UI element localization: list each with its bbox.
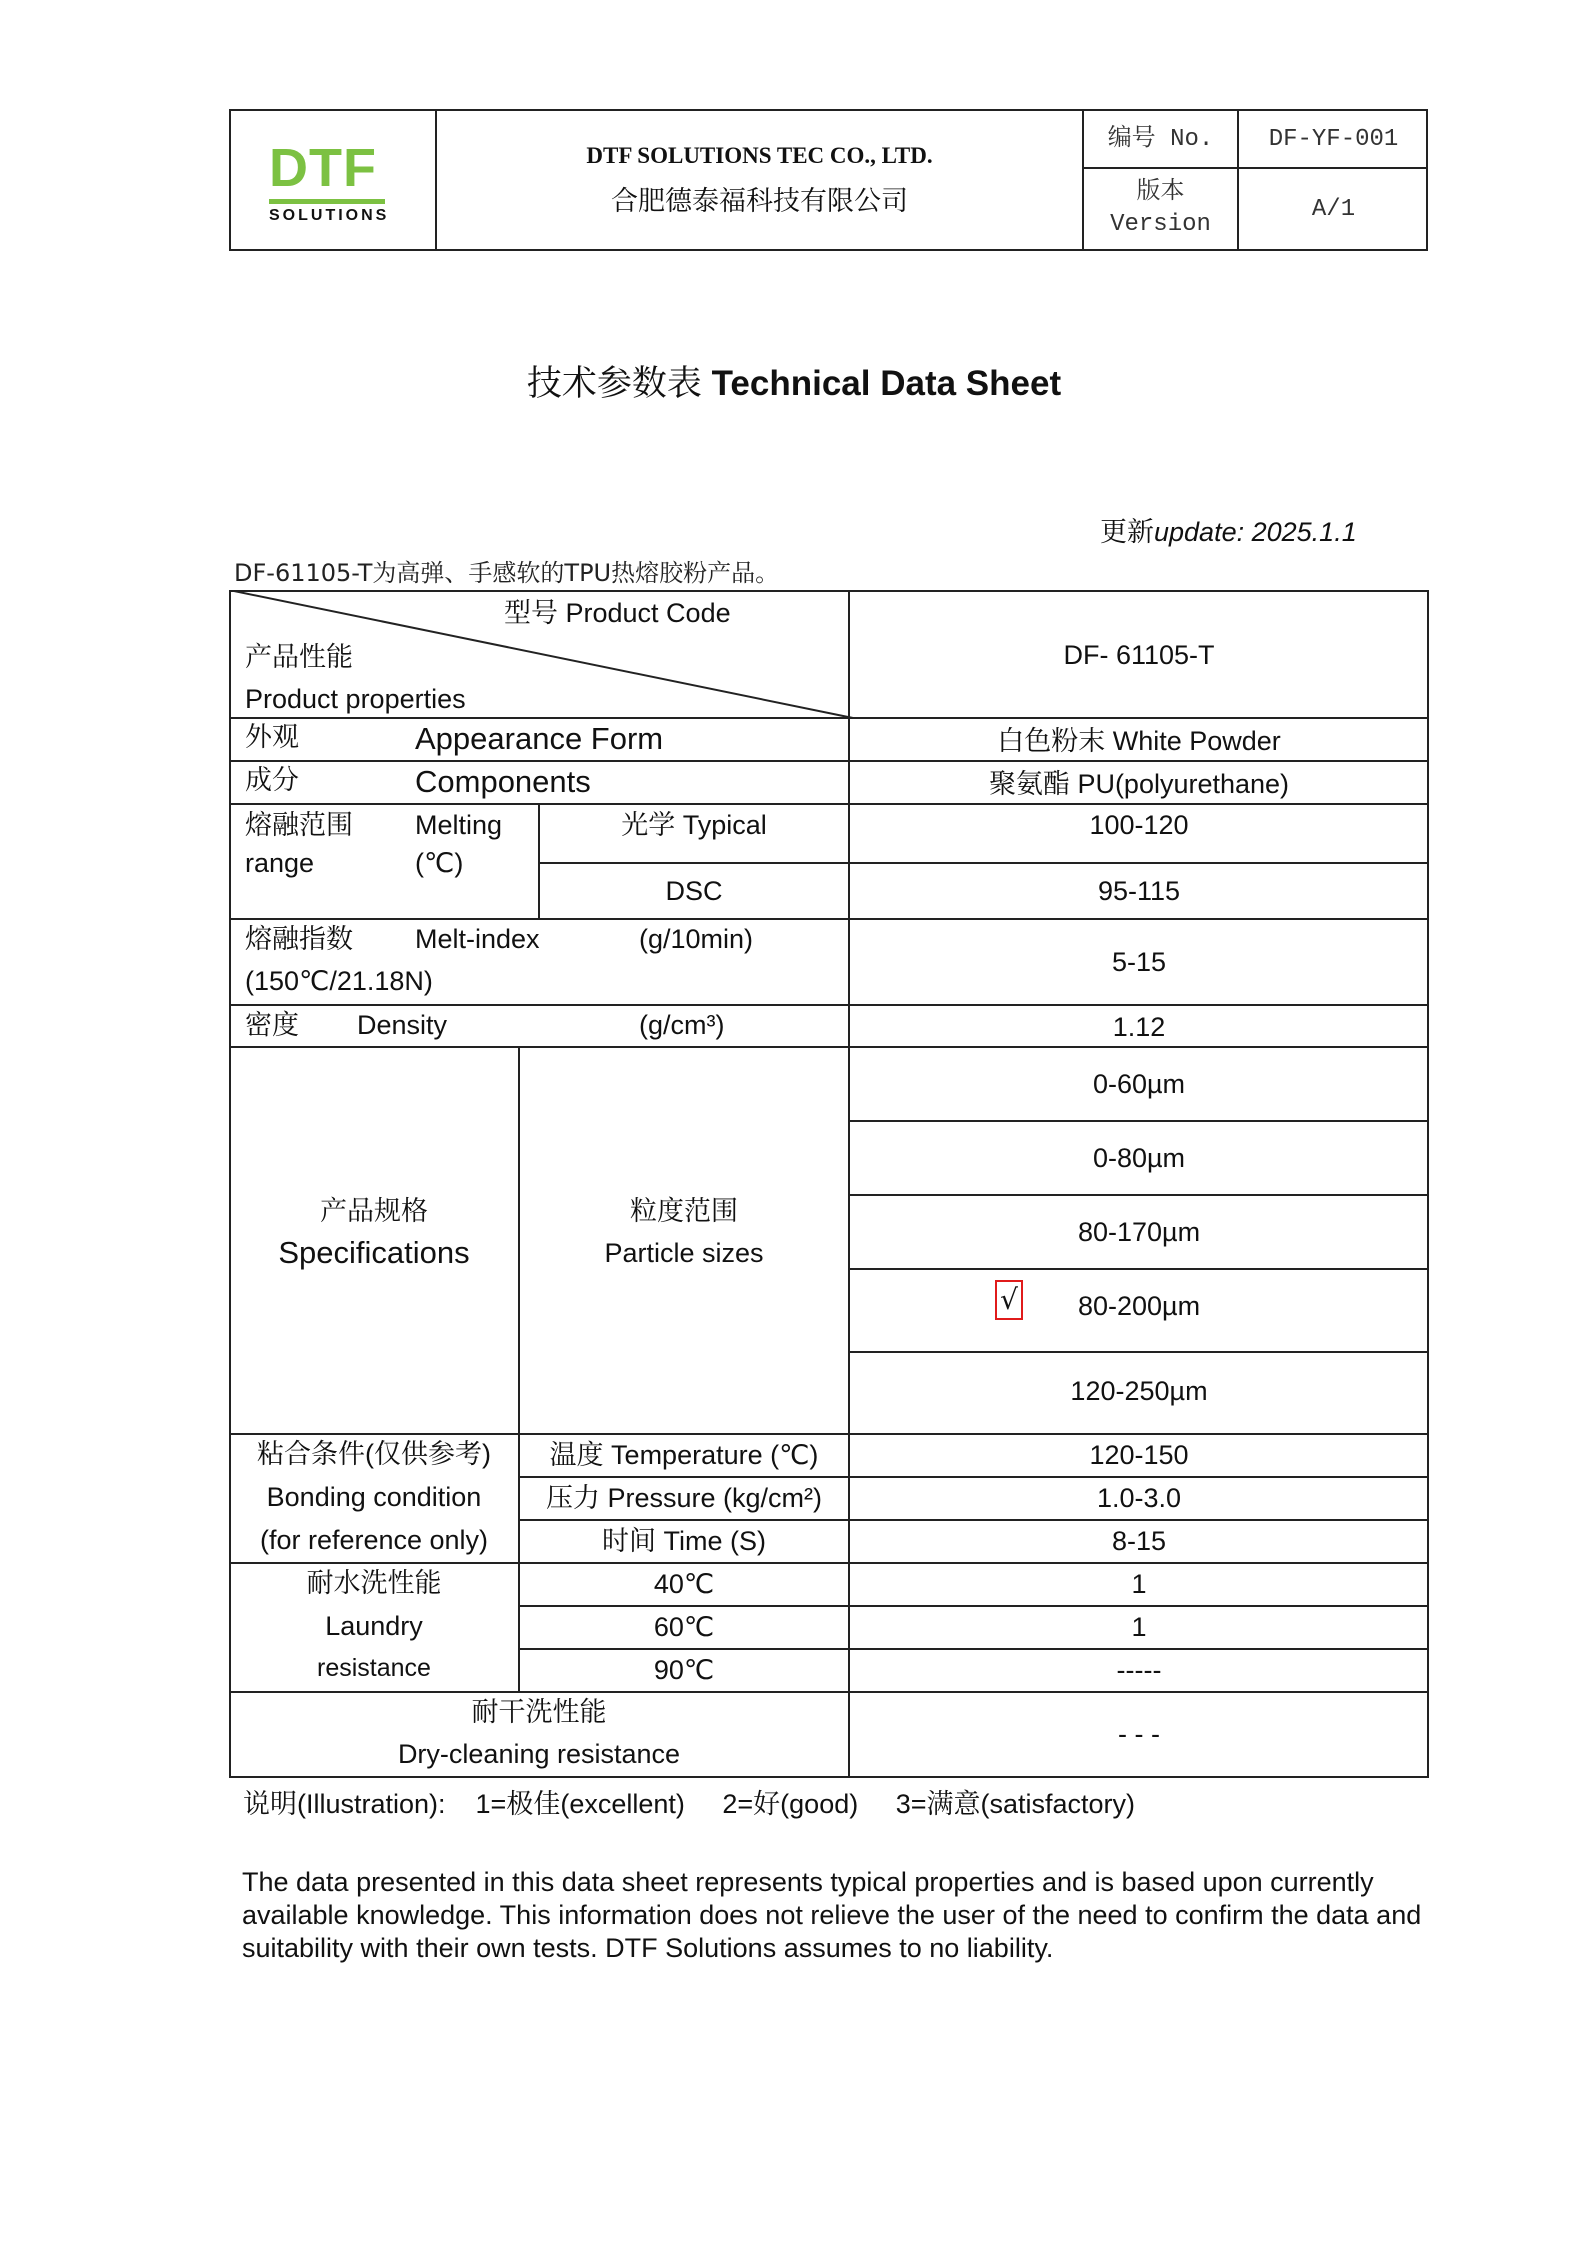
properties-label-en: Product properties: [245, 684, 466, 714]
logo-underline: [269, 199, 385, 204]
laundry-temp: 40℃: [653, 1569, 715, 1599]
logo-dtf-text: DTF: [269, 138, 377, 198]
product-code-label: 型号 Product Code: [504, 598, 731, 628]
laundry-temp: 90℃: [653, 1655, 715, 1685]
laundry-temp: 60℃: [653, 1612, 715, 1642]
density-label-en: Density: [357, 1010, 448, 1040]
melting-unit: (℃): [415, 848, 464, 878]
logo-solutions-text: SOLUTIONS: [269, 207, 390, 224]
bonding-time-label: 时间 Time (S): [602, 1526, 766, 1556]
melting-typical-label: 光学 Typical: [621, 810, 767, 840]
bonding-label-cn: 粘合条件(仅供参考): [257, 1439, 491, 1469]
company-name-cell: [437, 111, 1084, 249]
bonding-time-value: 8-15: [1111, 1526, 1167, 1556]
components-value: 聚氨酯 PU(polyurethane): [988, 769, 1290, 799]
document-header: [229, 109, 1428, 251]
update-value: 2025.1.1: [1251, 517, 1357, 547]
melt-index-value: 5-15: [1111, 947, 1167, 977]
particle-size-option-selected: 80-200µm: [1077, 1291, 1201, 1321]
dry-cleaning-label-cn: 耐干洗性能: [471, 1697, 607, 1727]
particle-size-option: 0-60µm: [1092, 1069, 1186, 1099]
technical-data-table: [229, 590, 1429, 1778]
selected-check-mark: √: [995, 1280, 1023, 1320]
melt-index-label-en: Melt-index: [415, 924, 540, 954]
version-label-cn: 版本: [1136, 179, 1185, 206]
version-value: A/1: [1311, 196, 1356, 223]
particle-size-option: 0-80µm: [1092, 1143, 1186, 1173]
melting-label-cn: 熔融范围: [245, 810, 353, 840]
melt-index-label-cn: 熔融指数: [245, 924, 353, 954]
update-date: [1100, 510, 1357, 549]
bonding-label-en2: (for reference only): [259, 1525, 489, 1555]
density-value: 1.12: [1112, 1012, 1166, 1042]
bonding-temperature-label: 温度 Temperature (℃): [549, 1440, 819, 1470]
melting-dsc-value: 95-115: [1097, 876, 1181, 906]
melting-label-en: Melting: [415, 810, 503, 840]
bonding-pressure-value: 1.0-3.0: [1096, 1483, 1182, 1513]
melt-index-unit: (g/10min): [639, 924, 754, 954]
company-name-en: DTF SOLUTIONS TEC CO., LTD.: [586, 143, 933, 168]
specifications-label-en: Specifications: [278, 1235, 470, 1270]
page-title: [0, 356, 1588, 406]
bonding-temperature-value: 120-150: [1089, 1440, 1189, 1470]
melting-label-en2: range: [245, 848, 315, 878]
properties-label-cn: 产品性能: [245, 642, 353, 672]
laundry-label-en: Laundry: [325, 1611, 423, 1641]
melting-typical-value: 100-120: [1089, 810, 1189, 840]
laundry-value: -----: [1116, 1655, 1162, 1685]
version-label: [1084, 169, 1239, 251]
appearance-value: 白色粉末 White Powder: [997, 726, 1281, 756]
title-en: Technical Data Sheet: [711, 364, 1062, 403]
appearance-label-en: Appearance Form: [415, 721, 664, 756]
disclaimer-text: The data presented in this data sheet represents typical properties and is based upon currently available knowledge. This information does not relieve the user of the need to confirm the data and suitability with their own tests. DTF Solutions assumes to no liability.: [242, 1867, 1422, 1963]
laundry-value: 1: [1131, 1612, 1147, 1642]
company-logo: [231, 111, 437, 249]
appearance-label-cn: 外观: [245, 722, 299, 752]
components-label-en: Components: [415, 764, 591, 799]
specifications-label-cn: 产品规格: [320, 1196, 428, 1226]
laundry-value: 1: [1131, 1569, 1147, 1599]
version-label-en: Version: [1110, 211, 1211, 238]
particle-sizes-label-en: Particle sizes: [604, 1238, 764, 1268]
update-label: update:: [1154, 517, 1245, 547]
dry-cleaning-label-en: Dry-cleaning resistance: [397, 1739, 681, 1769]
doc-number-value: DF-YF-001: [1239, 111, 1428, 169]
update-cn: 更新: [1100, 517, 1154, 548]
melting-dsc-label: DSC: [665, 876, 723, 906]
bonding-label-en: Bonding condition: [266, 1482, 482, 1512]
particle-size-option: 120-250µm: [1070, 1376, 1208, 1406]
title-cn: 技术参数表: [526, 364, 702, 404]
product-intro: DF-61105-T为高弹、手感软的TPU热熔胶粉产品。: [234, 559, 780, 587]
laundry-label-en2: resistance: [317, 1654, 431, 1682]
bonding-pressure-label: 压力 Pressure (kg/cm²): [545, 1483, 823, 1513]
company-name-cn: 合肥德泰福科技有限公司: [611, 186, 908, 217]
melt-index-condition: (150℃/21.18N): [245, 966, 433, 996]
density-unit: (g/cm³): [639, 1010, 725, 1040]
dry-cleaning-value: - - -: [1118, 1719, 1160, 1749]
density-label-cn: 密度: [245, 1010, 299, 1040]
particle-size-option: 80-170µm: [1077, 1217, 1201, 1247]
components-label-cn: 成分: [245, 765, 299, 795]
product-code-value: DF- 61105-T: [1063, 640, 1215, 670]
rating-legend: 说明(Illustration): 1=极佳(excellent) 2=好(good) 3=满意(satisfactory): [243, 1789, 1136, 1819]
particle-sizes-label-cn: 粒度范围: [630, 1196, 738, 1226]
doc-number-label: 编号 No.: [1084, 111, 1239, 169]
laundry-label-cn: 耐水洗性能: [306, 1568, 442, 1598]
